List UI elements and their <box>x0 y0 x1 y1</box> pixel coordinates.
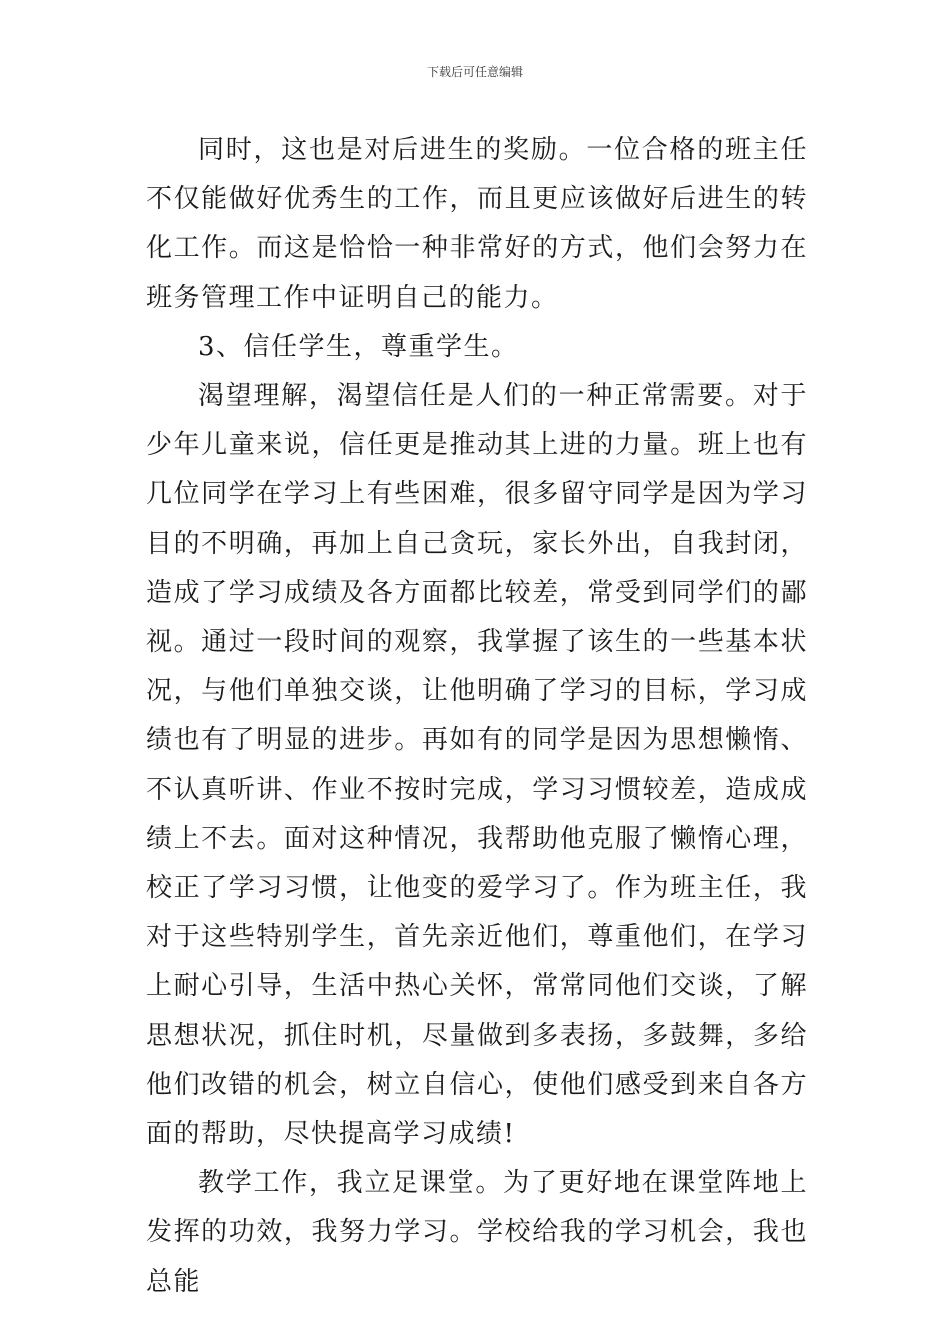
paragraph-1: 同时，这也是对后进生的奖励。一位合格的班主任不仅能做好优秀生的工作，而且更应该做好后进生的转化工作。而这是恰恰一种非常好的方式，他们会努力在班务管理工作中证明自己的能力。 <box>146 135 808 313</box>
paragraph-3: 教学工作，我立足课堂。为了更好地在课堂阵地上发挥的功效，我努力学习。学校给我的学习机会，我也总能 <box>146 1168 808 1297</box>
paragraph-2: 渴望理解，渴望信任是人们的一种正常需要。对于少年儿童来说，信任更是推动其上进的力量。班上也有几位同学在学习上有些困难，很多留守同学是因为学习目的不明确，再加上自己贪玩，家长外出，自我封闭，造成了学习成绩及各方面都比较差，常受到同学们的鄙视。通过一段时间的观察，我掌握了该生的一些基本状况，与他们单独交谈，让他明确了学习的目标，学习成绩也有了明显的进步。再如有的同学是因为思想懒惰、不认真听讲、作业不按时完成，学习习惯较差，造成成绩上不去。面对这种情况，我帮助他克服了懒惰心理，校正了学习习惯，让他变的爱学习了。作为班主任，我对于这些特别学生，首先亲近他们，尊重他们，在学习上耐心引导，生活中热心关怀，常常同他们交谈，了解思想状况，抓住时机，尽量做到多表扬，多鼓舞，多给他们改错的机会，树立自信心，使他们感受到来自各方面的帮助，尽快提高学习成绩! <box>146 381 808 1150</box>
section-heading: 3、信任学生，尊重学生。 <box>198 331 519 362</box>
document-body <box>146 126 808 1307</box>
page-header: 下载后可任意编辑 <box>426 65 523 79</box>
